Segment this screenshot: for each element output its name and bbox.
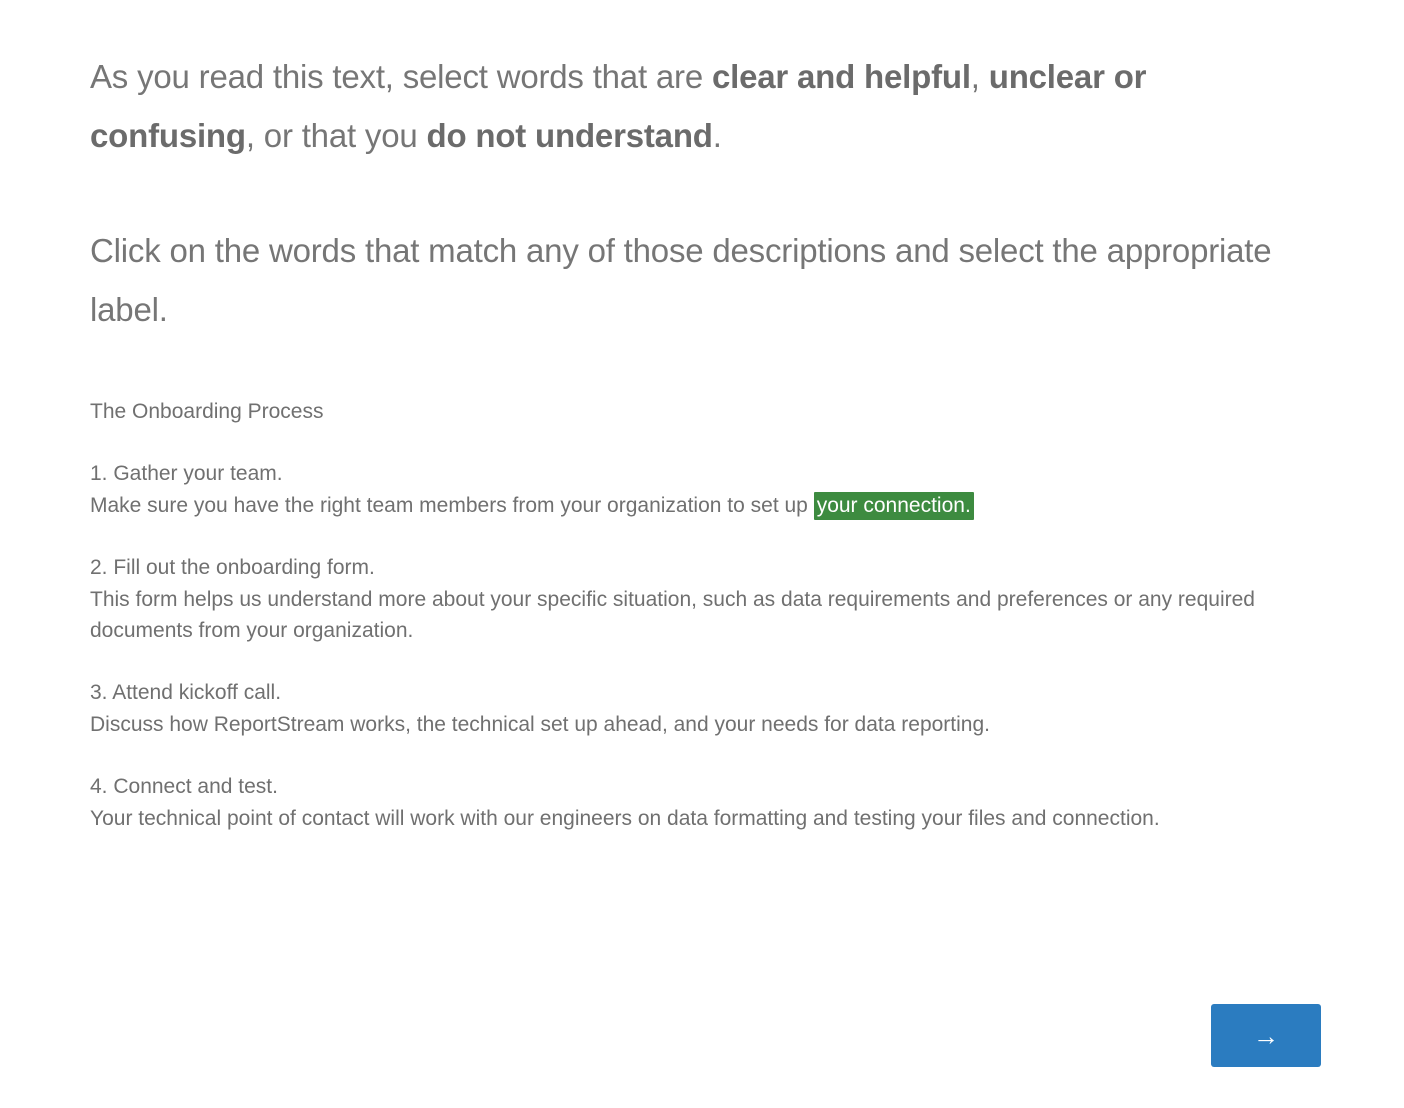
step-heading[interactable]: 3. Attend kickoff call. (90, 681, 282, 705)
instruction-text-part-2: , (970, 58, 989, 95)
step-body[interactable]: Discuss how ReportStream works, the technical set up ahead, and your needs for data reporting. (90, 713, 990, 737)
passage-text (90, 396, 1314, 835)
step-body[interactable] (90, 490, 1314, 522)
instructions-block-1 (90, 48, 1314, 165)
instruction-bold-do-not-understand: do not understand (426, 116, 713, 154)
passage-step-3 (90, 677, 1314, 741)
instruction-text-part-3: , or that you (245, 116, 427, 154)
instruction-bold-unclear-confusing: unclear or confusing (90, 58, 1147, 154)
step-heading[interactable]: 4. Connect and test. (90, 775, 278, 799)
passage-step-1 (90, 458, 1314, 522)
step-heading[interactable]: 1. Gather your team. (90, 461, 283, 485)
passage-step-4 (90, 771, 1314, 835)
instruction-text-part-4: . (712, 116, 722, 154)
passage-step-2 (90, 552, 1314, 648)
next-button[interactable]: → (1211, 1004, 1321, 1067)
step-body[interactable]: This form helps us understand more about your specific situation, such as data requirements and preferences or any required documents from your organization. (90, 587, 1255, 643)
instruction-bold-clear-helpful: clear and helpful (711, 58, 971, 95)
step-body-text: Make sure you have the right team members from your organization to set up (90, 493, 814, 517)
passage-title[interactable]: The Onboarding Process (90, 399, 324, 423)
step-body[interactable]: Your technical point of contact will work with our engineers on data formatting and testing your files and connection. (90, 807, 1160, 831)
instruction-text-part-1: As you read this text, select words that are (90, 58, 712, 95)
highlighted-phrase-your-connection[interactable]: your connection. (814, 492, 974, 520)
step-heading[interactable]: 2. Fill out the onboarding form. (90, 555, 375, 579)
instructions-block-2: Click on the words that match any of those descriptions and select the appropriate label. (90, 232, 1272, 329)
